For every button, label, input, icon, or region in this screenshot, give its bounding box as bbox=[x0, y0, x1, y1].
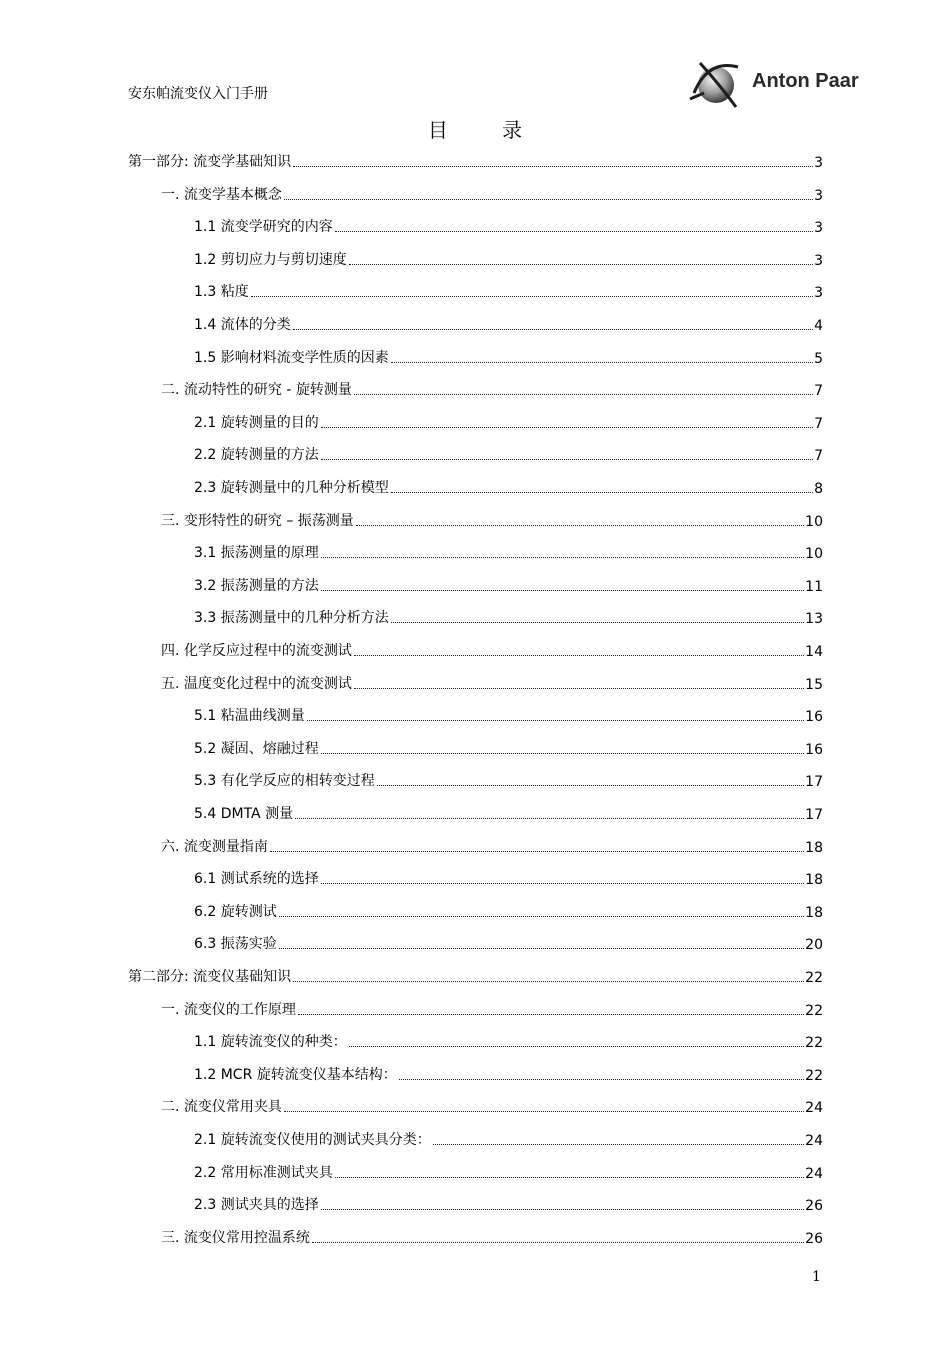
toc-dot-leader bbox=[354, 687, 804, 689]
toc-entry[interactable] bbox=[194, 540, 823, 562]
toc-entry-page: 20 bbox=[805, 937, 823, 954]
toc-entry-page: 16 bbox=[805, 741, 823, 758]
toc-entry-label: 1.1 旋转流变仪的种类： bbox=[194, 1034, 347, 1051]
toc-entry-label: 5.1 粘温曲线测量 bbox=[194, 708, 305, 725]
toc-dot-leader bbox=[321, 589, 804, 591]
toc-dot-leader bbox=[335, 230, 813, 232]
anton-paar-logo-icon bbox=[686, 53, 750, 113]
toc-entry-label: 6.3 振荡实验 bbox=[194, 936, 277, 953]
toc-entry[interactable] bbox=[194, 247, 823, 269]
toc-entry-page: 5 bbox=[814, 350, 823, 367]
toc-entry-label: 6.2 旋转测试 bbox=[194, 903, 277, 920]
toc-entry-label: 第一部分: 流变学基础知识 bbox=[128, 154, 292, 170]
toc-entry-label: 三. 流变仪常用控温系统 bbox=[161, 1229, 310, 1246]
toc-entry[interactable] bbox=[161, 671, 823, 693]
toc-entry-page: 18 bbox=[805, 904, 823, 921]
toc-entry-label: 6.1 测试系统的选择 bbox=[194, 871, 319, 888]
toc-entry-label: 二. 流动特性的研究 - 旋转测量 bbox=[161, 382, 352, 399]
toc-dot-leader bbox=[312, 1241, 804, 1243]
toc-dot-leader bbox=[295, 817, 804, 819]
toc-entry-page: 8 bbox=[814, 481, 823, 497]
toc-entry-page: 26 bbox=[805, 1230, 823, 1247]
toc-entry[interactable] bbox=[161, 508, 823, 530]
toc-entry-page: 3 bbox=[814, 187, 823, 204]
toc-dot-leader bbox=[298, 1013, 804, 1015]
toc-entry[interactable] bbox=[194, 279, 823, 301]
toc-entry-page: 22 bbox=[805, 1002, 823, 1019]
toc-entry-label: 2.2 旋转测量的方法 bbox=[194, 447, 319, 464]
toc-entry-label: 1.2 剪切应力与剪切速度 bbox=[194, 251, 347, 268]
toc-entry-page: 24 bbox=[805, 1133, 823, 1149]
toc-dot-leader bbox=[354, 654, 804, 656]
toc-entry[interactable] bbox=[161, 182, 823, 204]
toc-dot-leader bbox=[391, 361, 813, 363]
toc-dot-leader bbox=[279, 947, 804, 949]
toc-entry[interactable] bbox=[161, 1094, 823, 1116]
toc-entry-label: 3.1 振荡测量的原理 bbox=[194, 545, 319, 562]
toc-entry-label: 1.5 影响材料流变学性质的因素 bbox=[194, 349, 389, 366]
toc-entry-page: 3 bbox=[814, 285, 823, 302]
toc-entry[interactable] bbox=[194, 475, 823, 497]
toc-dot-leader bbox=[321, 556, 804, 558]
toc-entry-page: 13 bbox=[805, 611, 823, 628]
toc-entry-page: 22 bbox=[805, 970, 823, 986]
toc-entry-label: 第二部分: 流变仪基础知识 bbox=[128, 969, 292, 985]
toc-entry-page: 3 bbox=[814, 155, 823, 171]
toc-entry-label: 2.3 旋转测量中的几种分析模型 bbox=[194, 480, 389, 496]
toc-entry-page: 3 bbox=[814, 220, 823, 237]
toc-entry-page: 24 bbox=[805, 1100, 823, 1117]
logo-wordmark: Anton Paar bbox=[752, 70, 859, 92]
toc-dot-leader bbox=[321, 882, 804, 884]
toc-dot-leader bbox=[433, 1143, 804, 1145]
toc-dot-leader bbox=[284, 198, 813, 200]
toc-dot-leader bbox=[391, 491, 813, 493]
toc-entry-page: 10 bbox=[805, 513, 823, 530]
toc-entry-page: 17 bbox=[805, 807, 823, 823]
toc-entry-page: 14 bbox=[805, 644, 823, 660]
toc-entry-label: 1.2 MCR 旋转流变仪基本结构： bbox=[194, 1066, 397, 1083]
toc-entry-page: 7 bbox=[814, 383, 823, 400]
toc-title: 目 录 bbox=[427, 118, 547, 142]
toc-entry[interactable] bbox=[194, 442, 823, 464]
toc-entry-label: 六. 流变测量指南 bbox=[161, 838, 268, 855]
toc-entry-label: 2.2 常用标准测试夹具 bbox=[194, 1164, 333, 1181]
toc-dot-leader bbox=[279, 915, 804, 917]
toc-entry-label: 2.1 旋转测量的目的 bbox=[194, 414, 319, 431]
toc-entry[interactable] bbox=[194, 703, 823, 725]
toc-dot-leader bbox=[399, 1078, 804, 1080]
toc-dot-leader bbox=[321, 426, 813, 428]
toc-entry-page: 10 bbox=[805, 546, 823, 563]
toc-entry[interactable] bbox=[194, 1062, 823, 1084]
toc-entry-label: 5.3 有化学反应的相转变过程 bbox=[194, 773, 375, 790]
toc-entry[interactable] bbox=[161, 834, 823, 856]
toc-entry-page: 11 bbox=[805, 578, 823, 595]
toc-entry-page: 18 bbox=[805, 872, 823, 889]
toc-entry[interactable] bbox=[194, 605, 823, 627]
toc-entry-label: 5.2 凝固、熔融过程 bbox=[194, 740, 319, 757]
toc-entry[interactable] bbox=[194, 768, 823, 790]
toc-dot-leader bbox=[356, 524, 804, 526]
toc-dot-leader bbox=[321, 458, 813, 460]
toc-entry[interactable] bbox=[128, 149, 823, 171]
toc-entry-page: 18 bbox=[805, 839, 823, 856]
toc-entry-label: 五. 温度变化过程中的流变测试 bbox=[161, 675, 352, 692]
toc-entry-page: 3 bbox=[814, 252, 823, 269]
toc-dot-leader bbox=[349, 1045, 804, 1047]
toc-entry-label: 2.1 旋转流变仪使用的测试夹具分类： bbox=[194, 1132, 431, 1148]
toc-entry[interactable] bbox=[194, 345, 823, 367]
toc-entry[interactable] bbox=[194, 312, 823, 334]
toc-entry-page: 22 bbox=[805, 1035, 823, 1052]
toc-entry-label: 四. 化学反应过程中的流变测试 bbox=[161, 643, 352, 659]
page-number: 1 bbox=[812, 1269, 821, 1285]
toc-entry-page: 17 bbox=[805, 774, 823, 791]
toc-entry[interactable] bbox=[194, 410, 823, 432]
toc-entry-label: 二. 流变仪常用夹具 bbox=[161, 1099, 282, 1116]
toc-entry-label: 1.1 流变学研究的内容 bbox=[194, 219, 333, 236]
anton-paar-logo bbox=[686, 53, 876, 113]
toc-entry-label: 一. 流变学基本概念 bbox=[161, 186, 282, 203]
toc-dot-leader bbox=[335, 1176, 804, 1178]
toc-entry-label: 一. 流变仪的工作原理 bbox=[161, 1001, 296, 1018]
toc-dot-leader bbox=[293, 980, 804, 982]
document-header-title: 安东帕流变仪入门手册 bbox=[128, 86, 268, 102]
toc-dot-leader bbox=[354, 393, 813, 395]
toc-entry[interactable] bbox=[194, 736, 823, 758]
toc-entry[interactable] bbox=[128, 964, 823, 986]
toc-entry-page: 24 bbox=[805, 1165, 823, 1182]
toc-entry-page: 7 bbox=[814, 415, 823, 432]
toc-entry-label: 三. 变形特性的研究 – 振荡测量 bbox=[161, 512, 354, 529]
toc-entry[interactable] bbox=[194, 1127, 823, 1149]
toc-entry-page: 16 bbox=[805, 709, 823, 726]
toc-entry-page: 4 bbox=[814, 318, 823, 334]
toc-entry[interactable] bbox=[161, 377, 823, 399]
toc-dot-leader bbox=[321, 752, 804, 754]
toc-entry-page: 7 bbox=[814, 448, 823, 465]
toc-entry[interactable] bbox=[194, 214, 823, 236]
toc-dot-leader bbox=[377, 784, 804, 786]
toc-dot-leader bbox=[284, 1110, 804, 1112]
toc-entry-page: 15 bbox=[805, 676, 823, 693]
toc-entry-page: 22 bbox=[805, 1067, 823, 1084]
toc-entry[interactable] bbox=[161, 1225, 823, 1247]
toc-entry[interactable] bbox=[194, 1192, 823, 1214]
toc-dot-leader bbox=[349, 263, 813, 265]
toc-dot-leader bbox=[321, 1208, 804, 1210]
toc-entry[interactable] bbox=[194, 573, 823, 595]
toc-dot-leader bbox=[251, 295, 813, 297]
toc-entry-label: 5.4 DMTA 测量 bbox=[194, 806, 294, 822]
toc-entry-label: 3.2 振荡测量的方法 bbox=[194, 577, 319, 594]
toc-dot-leader bbox=[293, 165, 813, 167]
toc-dot-leader bbox=[391, 621, 804, 623]
toc-entry[interactable] bbox=[161, 997, 823, 1019]
toc-entry-label: 1.3 粘度 bbox=[194, 284, 249, 301]
toc-entry[interactable] bbox=[194, 801, 823, 823]
toc-entry[interactable] bbox=[194, 1160, 823, 1182]
toc-entry-label: 1.4 流体的分类 bbox=[194, 317, 291, 333]
toc-entry[interactable] bbox=[161, 638, 823, 660]
toc-dot-leader bbox=[270, 850, 804, 852]
toc-dot-leader bbox=[293, 328, 813, 330]
toc-entry[interactable] bbox=[194, 931, 823, 953]
toc-dot-leader bbox=[307, 719, 804, 721]
toc-entry-page: 26 bbox=[805, 1198, 823, 1215]
toc-entry-label: 3.3 振荡测量中的几种分析方法 bbox=[194, 610, 389, 627]
toc-entry[interactable] bbox=[194, 1029, 823, 1051]
toc-entry[interactable] bbox=[194, 866, 823, 888]
toc-entry-label: 2.3 测试夹具的选择 bbox=[194, 1197, 319, 1214]
toc-entry[interactable] bbox=[194, 899, 823, 921]
